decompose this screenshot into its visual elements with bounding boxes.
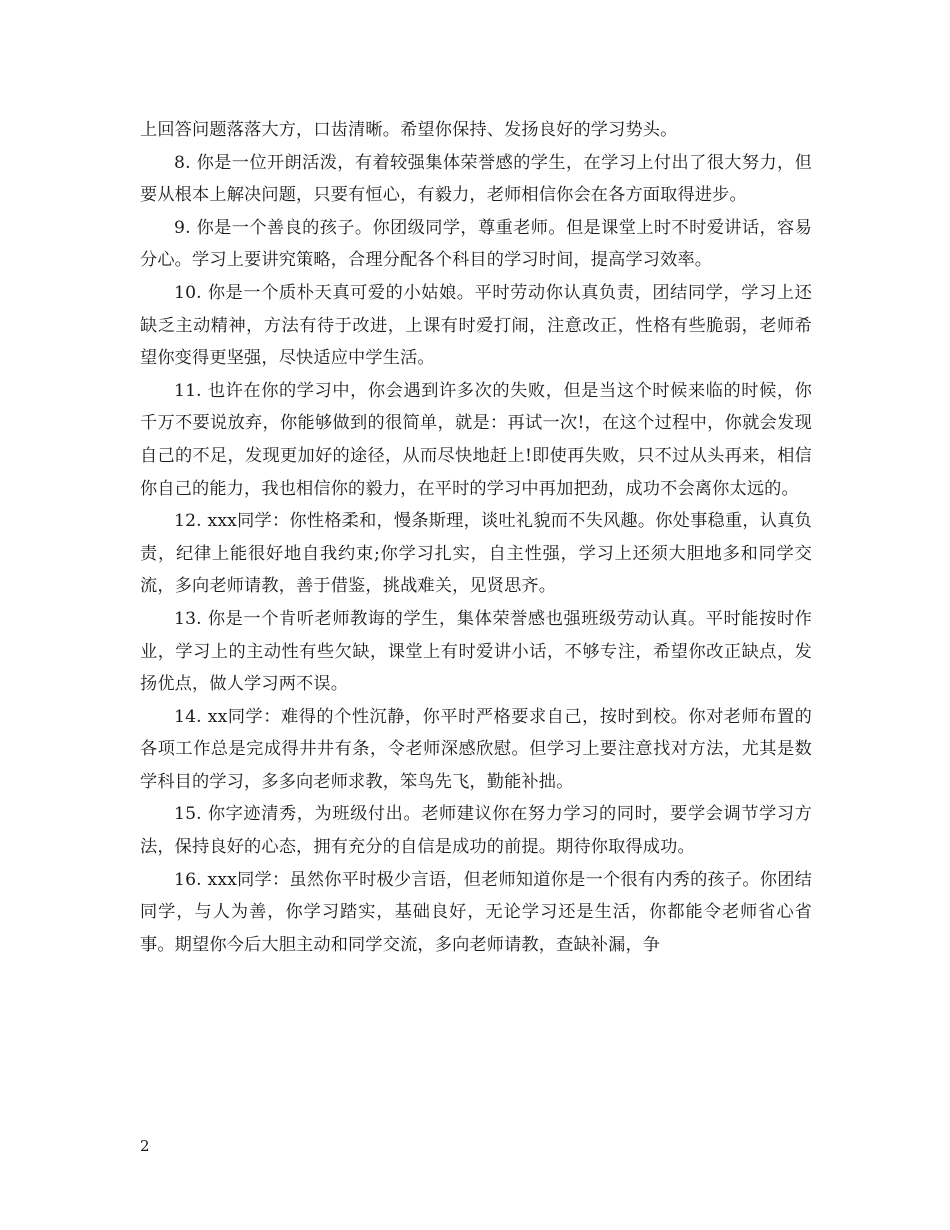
paragraph-item-10: 10. 你是一个质朴天真可爱的小姑娘。平时劳动你认真负责，团结同学，学习上还缺乏主动精神，方法有待于改进，上课有时爱打闹，注意改正，性格有些脆弱，老师希望你变得更坚强，尽快适应中学生活。 <box>140 282 812 369</box>
paragraph-item-12: 12. xxx同学：你性格柔和，慢条斯理，谈吐礼貌而不失风趣。你处事稳重，认真负责，纪律上能很好地自我约束;你学习扎实，自主性强，学习上还须大胆地多和同学交流，多向老师请教，善于借鉴，挑战难关，见贤思齐。 <box>140 511 812 597</box>
document-body <box>140 114 812 961</box>
paragraph-item-13: 13. 你是一个肯听老师教诲的学生，集体荣誉感也强班级劳动认真。平时能按时作业，学习上的主动性有些欠缺，课堂上有时爱讲小话，不够专注，希望你改正缺点，发扬优点，做人学习两不误。 <box>140 608 812 695</box>
paragraph-item-9: 9. 你是一个善良的孩子。你团级同学，尊重老师。但是课堂上时不时爱讲话，容易分心。学习上要讲究策略，合理分配各个科目的学习时间，提高学习效率。 <box>140 217 812 271</box>
paragraph-continuation: 上回答问题落落大方，口齿清晰。希望你保持、发扬良好的学习势头。 <box>140 120 678 140</box>
paragraph-item-16: 16. xxx同学：虽然你平时极少言语，但老师知道你是一个很有内秀的孩子。你团结同学，与人为善，你学习踏实，基础良好，无论学习还是生活，你都能令老师省心省事。期望你今后大胆主动和同学交流，多向老师请教，查缺补漏，争 <box>140 869 812 955</box>
paragraph-item-8: 8. 你是一位开朗活泼，有着较强集体荣誉感的学生，在学习上付出了很大努力，但要从根本上解决问题，只要有恒心，有毅力，老师相信你会在各方面取得进步。 <box>140 152 812 206</box>
paragraph-item-15: 15. 你字迹清秀，为班级付出。老师建议你在努力学习的同时，要学会调节学习方法，保持良好的心态，拥有充分的自信是成功的前提。期待你取得成功。 <box>140 804 812 858</box>
paragraph-item-11: 11. 也许在你的学习中，你会遇到许多次的失败，但是当这个时候来临的时候，你千万不要说放弃，你能够做到的很简单，就是：再试一次!，在这个过程中，你就会发现自己的不足，发现更加好的途径，从而尽快地赶上!即使再失败，只不过从头再来，相信你自己的能力，我也相信你的毅力，在平时的学习中再加把劲，成功不会离你太远的。 <box>140 380 812 499</box>
paragraph-item-14: 14. xx同学：难得的个性沉静，你平时严格要求自己，按时到校。你对老师布置的各项工作总是完成得井井有条，令老师深感欣慰。但学习上要注意找对方法，尤其是数学科目的学习，多多向老师求教，笨鸟先飞，勤能补拙。 <box>140 706 812 792</box>
page-number: 2 <box>140 1137 150 1155</box>
